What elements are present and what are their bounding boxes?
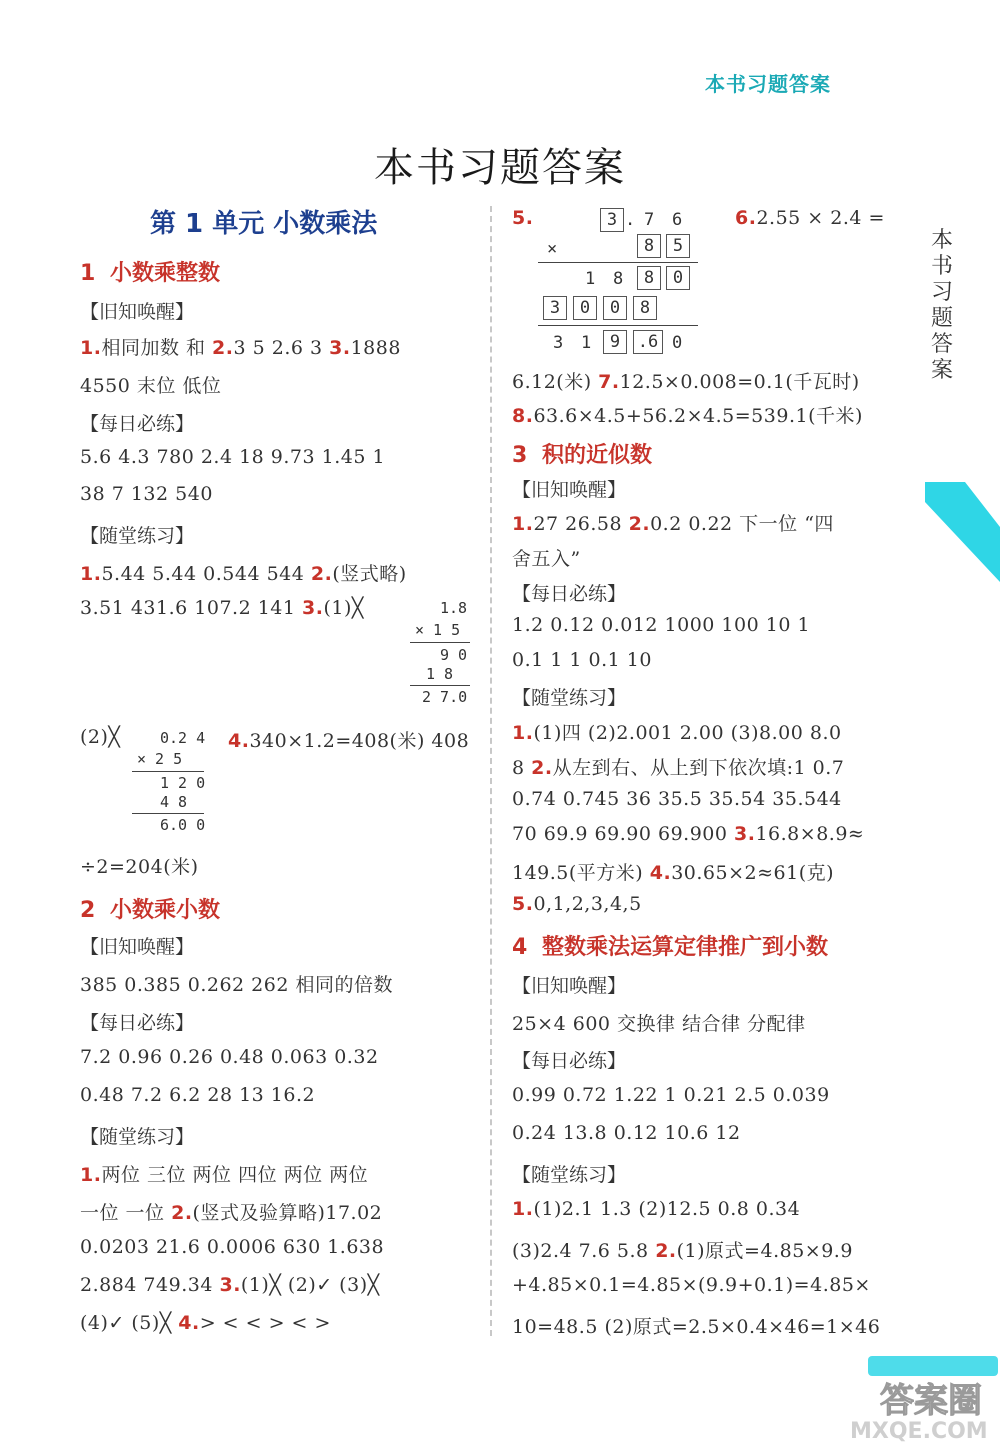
digit-box: 3 bbox=[543, 296, 567, 320]
answer-line: 5.6 4.3 780 2.4 18 9.73 1.45 1 bbox=[80, 446, 386, 468]
section-3-heading: 3 积的近似数 bbox=[512, 443, 653, 468]
answer-line: (4)✓ (5)╳ 4.> < < > < > bbox=[80, 1312, 331, 1334]
calc-row: 1 2 0 bbox=[160, 774, 206, 792]
digit: 0 bbox=[672, 333, 683, 353]
section-label: 【旧知唤醒】 bbox=[512, 975, 627, 997]
section-label: 【旧知唤醒】 bbox=[80, 301, 195, 323]
answer-line: +4.85×0.1=4.85×(9.9+0.1)=4.85× bbox=[512, 1274, 871, 1296]
running-header: 本书习题答案 bbox=[705, 72, 831, 96]
calc-rule bbox=[410, 642, 470, 643]
digit: 8 bbox=[613, 269, 624, 289]
section-label: 【随堂练习】 bbox=[512, 687, 627, 709]
answer-line: 149.5(平方米) 4.30.65×2≈61(克) bbox=[512, 862, 835, 884]
side-tab-label: 本书习题答案 bbox=[930, 228, 953, 383]
calc-row: × 2 5 bbox=[137, 750, 183, 768]
calc-row: 2 7.0 bbox=[422, 688, 468, 706]
answer-line: 1.2 0.12 0.012 1000 100 10 1 bbox=[512, 614, 811, 636]
digit: 6 bbox=[672, 210, 683, 230]
section-label: 【随堂练习】 bbox=[512, 1164, 627, 1186]
digit: 7 bbox=[644, 210, 655, 230]
digit: 3 bbox=[553, 333, 564, 353]
calc-rule bbox=[132, 813, 204, 814]
answer-line: 2.884 749.34 3.(1)╳ (2)✓ (3)╳ bbox=[80, 1274, 380, 1296]
digit-box: 3 bbox=[600, 208, 624, 232]
times-sign: × bbox=[547, 239, 558, 259]
digit-box: 8 bbox=[637, 234, 661, 258]
answer-line: 0.0203 21.6 0.0006 630 1.638 bbox=[80, 1236, 385, 1258]
section-label: 【随堂练习】 bbox=[80, 1126, 195, 1148]
answer-line: 6.2.55 × 2.4 = bbox=[735, 207, 885, 229]
answer-line: 舍五入” bbox=[512, 548, 581, 570]
calc-row: × 1 5 bbox=[415, 621, 461, 639]
page-title: 本书习题答案 bbox=[374, 145, 626, 191]
question-5-label: 5. bbox=[512, 207, 534, 229]
digit-box: 0 bbox=[666, 266, 690, 290]
answer-line: ÷2=204(米) bbox=[80, 856, 199, 878]
digit-box: 8 bbox=[637, 266, 661, 290]
answer-line: 25×4 600 交换律 结合律 分配律 bbox=[512, 1013, 806, 1035]
answer-line: 0.24 13.8 0.12 10.6 12 bbox=[512, 1122, 741, 1144]
answer-line: 0.48 7.2 6.2 28 13 16.2 bbox=[80, 1084, 316, 1106]
calc-row: 9 0 bbox=[440, 646, 468, 664]
calc-row: 1 8 bbox=[426, 665, 454, 683]
digit-box: .6 bbox=[633, 330, 663, 354]
answer-line: 1.两位 三位 两位 四位 两位 两位 bbox=[80, 1164, 369, 1186]
digit-box: 0 bbox=[573, 296, 597, 320]
answer-line: (2)╳ bbox=[80, 726, 121, 748]
calc-row: 1.8 bbox=[440, 599, 468, 617]
svg-text:答案圈: 答案圈 bbox=[880, 1381, 982, 1421]
answer-line: 1.5.44 5.44 0.544 544 2.(竖式略) bbox=[80, 563, 407, 585]
calc-rule bbox=[538, 325, 698, 326]
answer-line: 4.340×1.2=408(米) 408 bbox=[228, 730, 470, 752]
digit-box: 8 bbox=[633, 296, 657, 320]
answer-line: (3)2.4 7.6 5.8 2.(1)原式=4.85×9.9 bbox=[512, 1240, 853, 1262]
section-label: 【每日必练】 bbox=[512, 583, 627, 605]
answer-line: 3.51 431.6 107.2 141 3.(1)╳ bbox=[80, 597, 364, 619]
answer-line: 0.74 0.745 36 35.5 35.54 35.544 bbox=[512, 788, 842, 810]
answer-line: 70 69.9 69.90 69.900 3.16.8×8.9≈ bbox=[512, 823, 865, 845]
watermark-logo bbox=[840, 1352, 1000, 1444]
answer-line: 6.12(米) 7.12.5×0.008=0.1(千瓦时) bbox=[512, 371, 860, 393]
column-divider bbox=[490, 206, 492, 1336]
answer-line: 7.2 0.96 0.26 0.48 0.063 0.32 bbox=[80, 1046, 379, 1068]
calc-rule bbox=[410, 685, 470, 686]
section-2-heading: 2 小数乘小数 bbox=[80, 898, 221, 923]
digit-box: 0 bbox=[603, 296, 627, 320]
digit: . bbox=[625, 210, 636, 230]
calc-row: 0.2 4 bbox=[160, 729, 206, 747]
section-4-heading: 4 整数乘法运算定律推广到小数 bbox=[512, 935, 829, 960]
section-label: 【旧知唤醒】 bbox=[512, 479, 627, 501]
answer-line: 1.(1)2.1 1.3 (2)12.5 0.8 0.34 bbox=[512, 1198, 801, 1220]
calc-row: 4 8 bbox=[160, 793, 188, 811]
answer-line: 1.27 26.58 2.0.2 0.22 下一位 “四 bbox=[512, 513, 834, 535]
answer-line: 0.99 0.72 1.22 1 0.21 2.5 0.039 bbox=[512, 1084, 830, 1106]
calc-rule bbox=[538, 262, 698, 263]
answer-line: 10=48.5 (2)原式=2.5×0.4×46=1×46 bbox=[512, 1316, 881, 1338]
answer-line: 5.0,1,2,3,4,5 bbox=[512, 893, 642, 915]
section-1-heading: 1 小数乘整数 bbox=[80, 261, 221, 286]
answer-line: 一位 一位 2.(竖式及验算略)17.02 bbox=[80, 1202, 383, 1224]
section-label: 【每日必练】 bbox=[80, 413, 195, 435]
digit-box: 9 bbox=[603, 330, 627, 354]
calc-row: 6.0 0 bbox=[160, 816, 206, 834]
answer-line: 1.(1)四 (2)2.001 2.00 (3)8.00 8.0 bbox=[512, 722, 842, 744]
digit: 1 bbox=[585, 269, 596, 289]
side-tab-ribbon bbox=[925, 482, 1000, 582]
watermark-text: MXQE.COM bbox=[850, 1419, 988, 1444]
digit: 1 bbox=[581, 333, 592, 353]
section-label: 【每日必练】 bbox=[80, 1012, 195, 1034]
answer-line: 0.1 1 1 0.1 10 bbox=[512, 649, 652, 671]
calc-rule bbox=[132, 771, 204, 772]
unit-title: 第 1 单元 小数乘法 bbox=[150, 209, 378, 239]
section-label: 【随堂练习】 bbox=[80, 525, 195, 547]
digit-box: 5 bbox=[666, 234, 690, 258]
answer-line: 1.相同加数 和 2.3 5 2.6 3 3.1888 bbox=[80, 337, 401, 359]
answer-line: 8 2.从左到右、从上到下依次填:1 0.7 bbox=[512, 757, 845, 779]
section-label: 【旧知唤醒】 bbox=[80, 936, 195, 958]
answer-line: 4550 末位 低位 bbox=[80, 375, 222, 397]
section-label: 【每日必练】 bbox=[512, 1050, 627, 1072]
answer-line: 38 7 132 540 bbox=[80, 483, 213, 505]
answer-line: 8.63.6×4.5+56.2×4.5=539.1(千米) bbox=[512, 405, 863, 427]
answer-line: 385 0.385 0.262 262 相同的倍数 bbox=[80, 974, 393, 996]
